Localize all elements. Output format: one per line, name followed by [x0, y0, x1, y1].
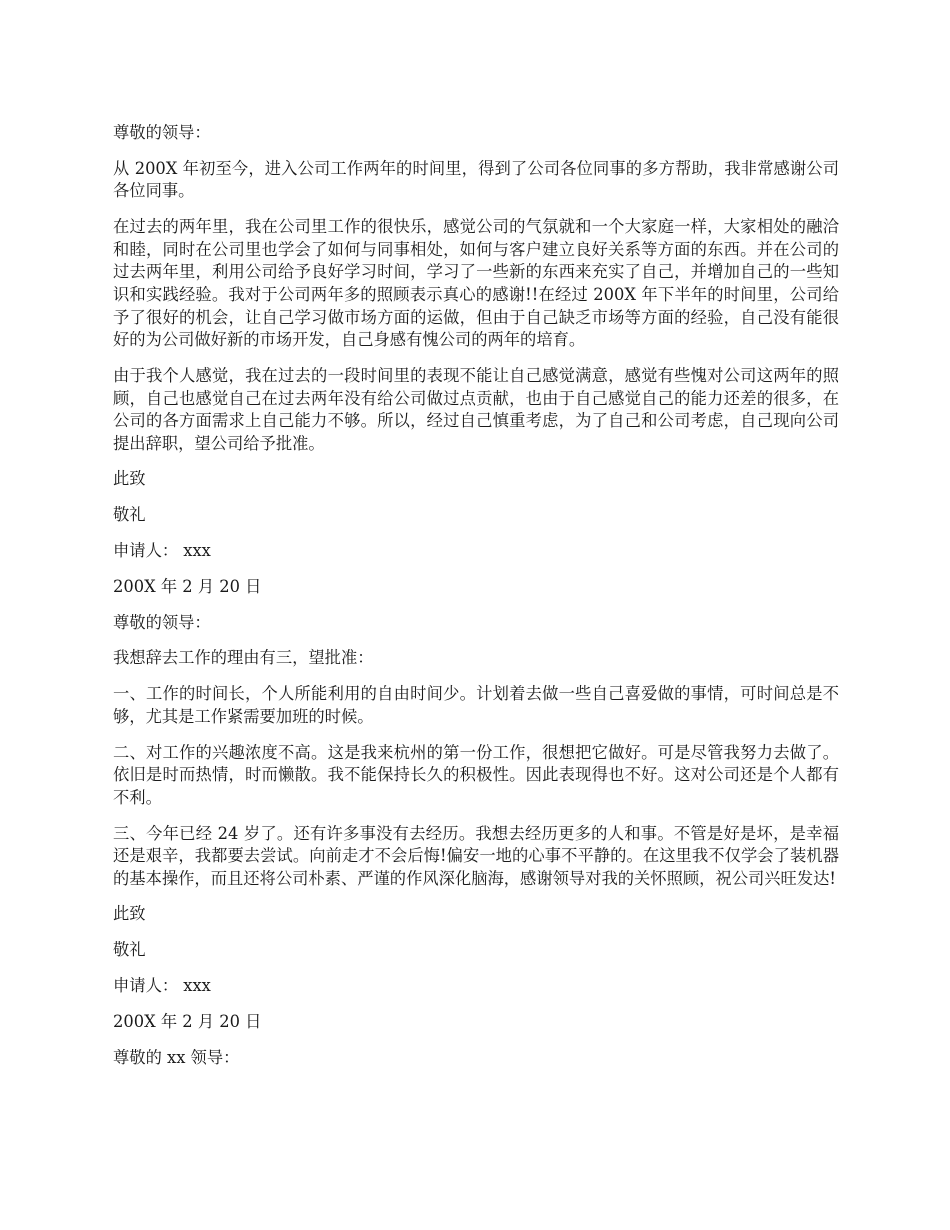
salutation: 尊敬的领导：: [113, 123, 211, 142]
date-line: 200X 年 2 月 20 日: [113, 576, 262, 596]
closing-line: 敬礼: [113, 940, 146, 960]
closing-line: 敬礼: [113, 505, 146, 525]
paragraph: 由于我个人感觉，我在过去的一段时间里的表现不能让自己感觉满意，感觉有些愧对公司这两年的照顾，自己也感觉自己在过去两年没有给公司做过点贡献，也由于自己感觉自己的能力还差的很多，在公司的各方面需求上自己能力不够。所以，经过自己慎重考虑，为了自己和公司考虑，自己现向公司提出辞职，望公司给予批准。: [113, 365, 839, 453]
applicant-line: 申请人： xxx: [113, 541, 211, 561]
closing-line: 此致: [113, 469, 146, 489]
paragraph: 一、工作的时间长，个人所能利用的自由时间少。计划着去做一些自己喜爱做的事情，可时间总是不够，尤其是工作紧需要加班的时候。: [113, 684, 839, 726]
salutation: 尊敬的领导：: [113, 612, 211, 632]
date-line: 200X 年 2 月 20 日: [113, 1011, 262, 1031]
applicant-line: 申请人： xxx: [113, 976, 211, 996]
paragraph: 从 200X 年初至今，进入公司工作两年的时间里，得到了公司各位同事的多方帮助，我非常感谢公司各位同事。: [113, 158, 839, 201]
paragraph: 在过去的两年里，我在公司里工作的很快乐，感觉公司的气氛就和一个大家庭一样，大家相处的融洽和睦，同时在公司里也学会了如何与同事相处，如何与客户建立良好关系等方面的东西。并在公司的过去两年里，利用公司给予良好学习时间，学习了一些新的东西来充实了自己，并增加自己的一些知识和实践经验。我对于公司两年多的照顾表示真心的感谢!!在经过 200X 年下半年的时间里，公司给予了很好的机会，让自己学习做市场方面的运做，但由于自己缺乏市场等方面的经验，自己没有能很好的为公司做好新的市场开发，自己身感有愧公司的两年的培育。: [113, 217, 839, 350]
paragraph: 二、对工作的兴趣浓度不高。这是我来杭州的第一份工作，很想把它做好。可是尽管我努力去做了。依旧是时而热情，时而懒散。我不能保持长久的积极性。因此表现得也不好。这对公司还是个人都有不利。: [113, 742, 839, 807]
paragraph: 我想辞去工作的理由有三，望批准：: [113, 648, 374, 668]
document-body: [113, 122, 839, 1082]
salutation: 尊敬的 xx 领导：: [113, 1047, 240, 1067]
paragraph: 三、今年已经 24 岁了。还有许多事没有去经历。我想去经历更多的人和事。不管是好是坏，是幸福还是艰辛，我都要去尝试。向前走才不会后悔!偏安一地的心事不平静的。在这里我不仅学会了装机器的基本操作，而且还将公司朴素、严谨的作风深化脑海，感谢领导对我的关怀照顾，祝公司兴旺发达!: [113, 823, 839, 888]
closing-line: 此致: [113, 904, 146, 924]
